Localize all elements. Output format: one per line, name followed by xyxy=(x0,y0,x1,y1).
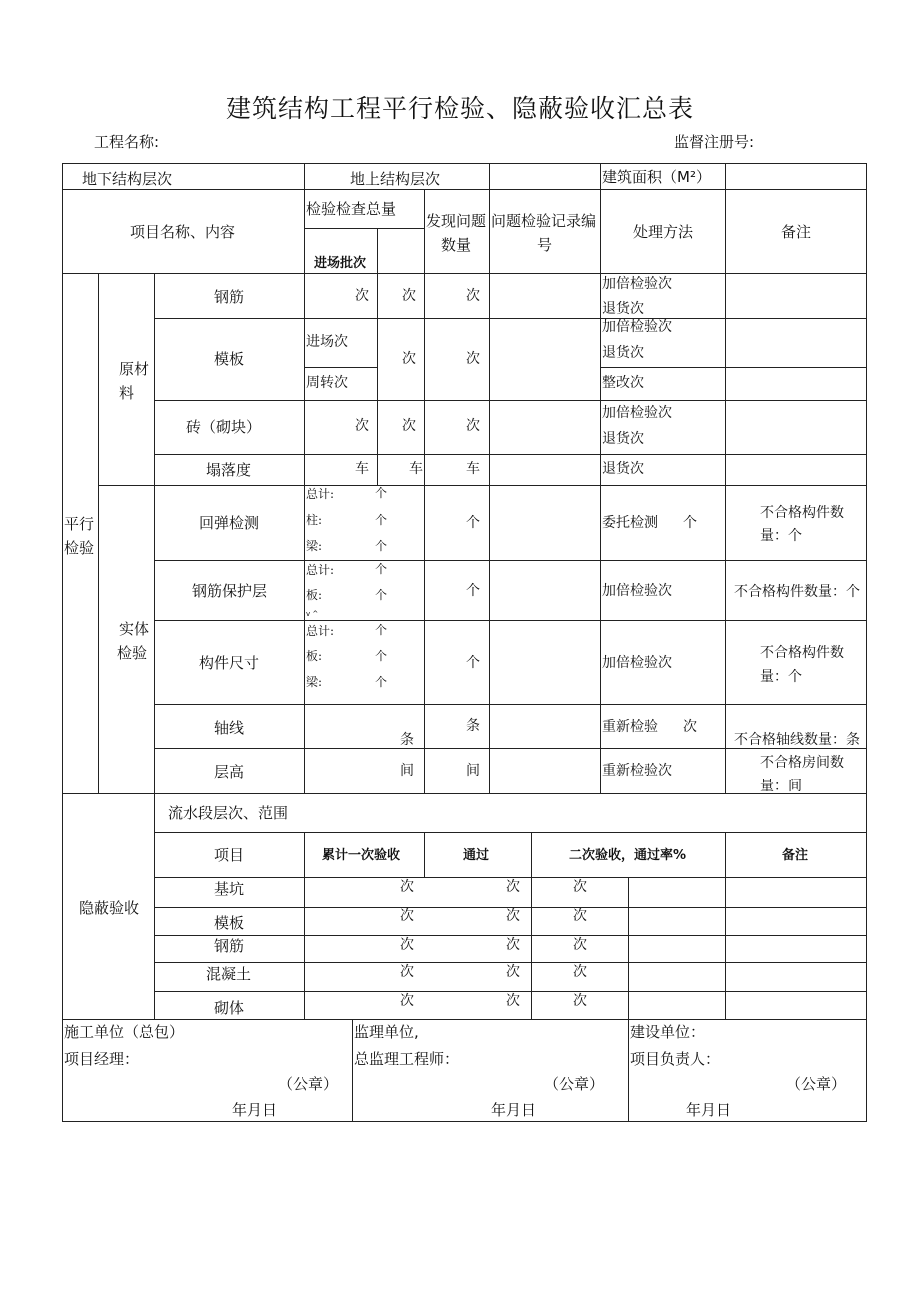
cell-unit: 次 xyxy=(573,993,587,1009)
total-label: 总计: xyxy=(306,563,335,577)
supervise-unit-label: 监理单位, xyxy=(354,1023,419,1041)
cell-unit: 次 xyxy=(400,879,414,895)
col-issues-header-1: 发现问题 xyxy=(426,212,487,230)
hidden-item-masonry: 砌体 xyxy=(214,999,245,1017)
project-manager-label: 项目经理： xyxy=(64,1050,140,1068)
cell-unit: 次 xyxy=(506,993,520,1009)
cell-unit: 车 xyxy=(466,461,480,477)
remark-text: 不合格构件数 xyxy=(760,645,844,661)
slab-label: 板: xyxy=(306,649,323,663)
remark-text: 量：间 xyxy=(760,779,802,792)
entry-times: 进场次 xyxy=(306,334,348,350)
cell-unit: 间 xyxy=(400,763,414,779)
chief-engineer-label: 总监理工程师： xyxy=(354,1050,460,1068)
group-raw-2: 料 xyxy=(119,384,135,402)
cell-unit: 次 xyxy=(506,937,520,953)
cell-unit: 次 xyxy=(400,937,414,953)
date-label: 年月日 xyxy=(686,1101,732,1119)
date-label: 年月日 xyxy=(491,1101,537,1119)
cell-unit: 次 xyxy=(573,908,587,924)
hidden-col-second: 二次验收，通过率% xyxy=(569,848,687,863)
cell-unit: 次 xyxy=(402,288,416,304)
cell-unit: 次 xyxy=(573,937,587,953)
item-member-size: 构件尺寸 xyxy=(199,654,260,672)
building-area-label: 建筑面积（M²） xyxy=(602,168,711,186)
page-title: 建筑结构工程平行检验、隐蔽验收汇总表 xyxy=(225,94,694,123)
group-parallel-2: 检验 xyxy=(64,539,95,557)
cell-unit: 次 xyxy=(506,879,520,895)
remark-text: 不合格构件数 xyxy=(760,505,844,521)
flow-range-label: 流水段层次、范围 xyxy=(168,804,289,822)
method-text: 退货次 xyxy=(602,431,644,447)
turn-times: 周转次 xyxy=(306,375,348,391)
cell-unit: 个 xyxy=(375,539,388,553)
cell-unit: 个 xyxy=(375,675,388,689)
cell-unit: 个 xyxy=(375,513,388,527)
cell-unit: 个 xyxy=(466,515,480,531)
hidden-col-remark: 备注 xyxy=(782,848,809,863)
cell-unit: 次 xyxy=(573,879,587,895)
glyph-marks: v ^ xyxy=(306,610,319,618)
col-total-header: 检验检查总量 xyxy=(306,200,397,218)
cell-unit: 个 xyxy=(375,623,388,637)
method-text: 加倍检验次 xyxy=(602,405,672,421)
hidden-item-steel: 钢筋 xyxy=(214,937,245,955)
cell-unit: 次 xyxy=(400,964,414,980)
cell-unit: 个 xyxy=(375,588,388,602)
col-batch-header: 进场批次 xyxy=(314,256,367,271)
group-hidden: 隐蔽验收 xyxy=(79,899,140,917)
seal-label: （公章） xyxy=(786,1075,847,1093)
item-slump: 塌落度 xyxy=(206,461,252,479)
col-issues-header-2: 数量 xyxy=(441,236,472,254)
item-formwork: 模板 xyxy=(214,350,245,368)
cell-unit: 条 xyxy=(466,718,480,734)
cell-unit: 条 xyxy=(400,732,414,748)
cell-unit: 次 xyxy=(573,964,587,980)
hidden-item-formwork: 模板 xyxy=(214,914,245,932)
method-text: 加倍检验次 xyxy=(602,583,672,599)
cell-unit: 次 xyxy=(400,993,414,1009)
remark-text: 不合格轴线数量：条 xyxy=(734,732,860,748)
cell-unit: 个 xyxy=(375,562,388,576)
method-text: 重新检验 xyxy=(602,719,658,735)
hidden-col-item: 项目 xyxy=(214,846,245,864)
owner-unit-label: 建设单位： xyxy=(630,1023,706,1041)
cell-unit: 次 xyxy=(400,908,414,924)
underground-floors-label: 地下结构层次 xyxy=(82,170,173,188)
column-label: 柱: xyxy=(306,513,323,527)
item-rebound: 回弹检测 xyxy=(199,514,260,532)
cell-unit: 个 xyxy=(375,486,388,500)
cell-unit: 次 xyxy=(506,964,520,980)
remark-text: 不合格房间数 xyxy=(760,755,844,771)
cell-unit: 个 xyxy=(683,515,697,531)
cell-unit: 次 xyxy=(466,418,480,434)
owner-rep-label: 项目负责人： xyxy=(630,1050,721,1068)
method-text: 退货次 xyxy=(602,345,644,361)
total-label: 总计: xyxy=(306,624,335,638)
cell-unit: 个 xyxy=(466,583,480,599)
project-name-label: 工程名称: xyxy=(94,133,160,151)
item-rebar-cover: 钢筋保护层 xyxy=(192,582,268,600)
remark-text: 不合格构件数量：个 xyxy=(734,584,860,600)
col-record-header-2: 号 xyxy=(537,236,553,254)
method-text: 加倍检验次 xyxy=(602,276,672,292)
method-text: 退货次 xyxy=(602,461,644,477)
cell-unit: 次 xyxy=(683,719,697,735)
cell-unit: 次 xyxy=(402,351,416,367)
col-method-header: 处理方法 xyxy=(633,223,694,241)
remark-text: 量：个 xyxy=(760,528,802,544)
item-axis: 轴线 xyxy=(214,719,245,737)
hidden-item-concrete: 混凝土 xyxy=(206,965,252,983)
cell-unit: 次 xyxy=(466,351,480,367)
group-entity-1: 实体 xyxy=(119,620,150,638)
seal-label: （公章） xyxy=(278,1075,339,1093)
cell-unit: 次 xyxy=(402,418,416,434)
hidden-item-pit: 基坑 xyxy=(214,880,245,898)
beam-label: 梁: xyxy=(306,675,323,689)
reg-no-label: 监督注册号: xyxy=(674,133,755,151)
above-floors-label: 地上结构层次 xyxy=(350,170,441,188)
cell-unit: 次 xyxy=(466,288,480,304)
group-entity-2: 检验 xyxy=(117,644,148,662)
item-floor-height: 层高 xyxy=(214,763,245,781)
construct-unit-label: 施工单位（总包） xyxy=(64,1023,185,1041)
seal-label: （公章） xyxy=(544,1075,605,1093)
cell-unit: 个 xyxy=(375,649,388,663)
col-record-header-1: 问题检验记录编 xyxy=(491,212,597,230)
cell-unit: 次 xyxy=(355,288,369,304)
item-brick: 砖（砌块） xyxy=(186,418,262,436)
method-text: 加倍检验次 xyxy=(602,319,672,335)
method-text: 退货次 xyxy=(602,301,644,317)
method-text: 委托检测 xyxy=(602,515,658,531)
cell-unit: 个 xyxy=(466,655,480,671)
cell-unit: 车 xyxy=(355,461,369,477)
col-item-header: 项目名称、内容 xyxy=(130,223,236,241)
total-label: 总计: xyxy=(306,487,335,501)
method-text: 重新检验次 xyxy=(602,763,672,779)
method-text: 整改次 xyxy=(602,375,644,391)
item-steel: 钢筋 xyxy=(214,288,245,306)
hidden-col-pass: 通过 xyxy=(463,848,490,863)
method-text: 加倍检验次 xyxy=(602,655,672,671)
slab-label: 板: xyxy=(306,588,323,602)
cell-unit: 次 xyxy=(506,908,520,924)
col-remark-header: 备注 xyxy=(781,223,812,241)
date-label: 年月日 xyxy=(232,1101,278,1119)
beam-label: 梁: xyxy=(306,539,323,553)
cell-unit: 次 xyxy=(355,418,369,434)
cell-unit: 车 xyxy=(409,461,423,477)
remark-text: 量：个 xyxy=(760,669,802,685)
hidden-col-first: 累计一次验收 xyxy=(322,848,401,863)
group-parallel-1: 平行 xyxy=(64,515,95,533)
group-raw-1: 原材 xyxy=(119,360,150,378)
cell-unit: 间 xyxy=(466,763,480,779)
